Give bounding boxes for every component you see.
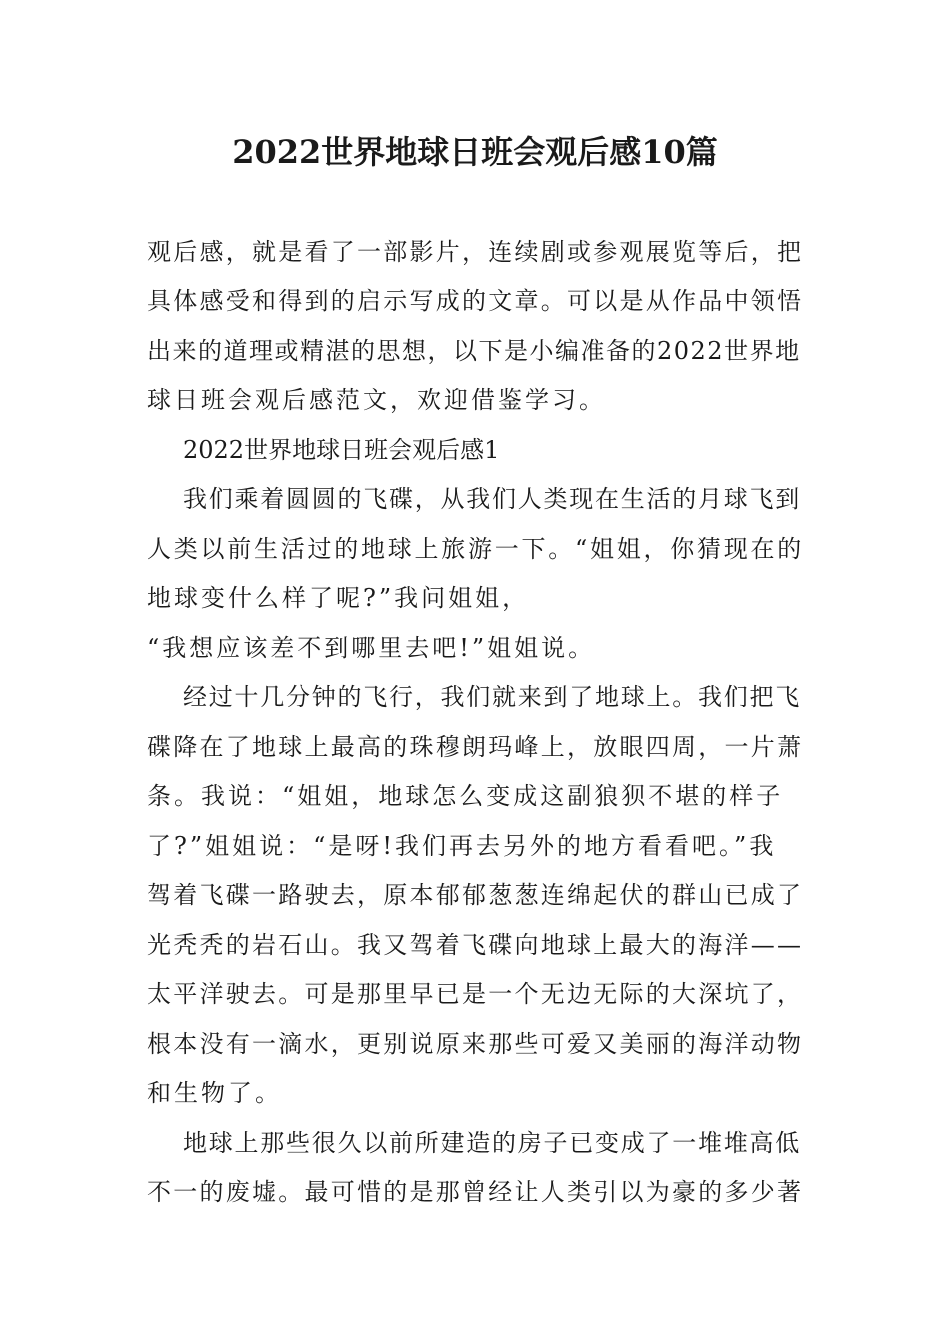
paragraph-line: 条。我说：“姐姐，地球怎么变成这副狼狈不堪的样子 [147, 782, 784, 810]
paragraph-line: 我们乘着圆圆的飞碟，从我们人类现在生活的月球飞到 [183, 485, 801, 513]
paragraph-line: 光秃秃的岩石山。我又驾着飞碟向地球上最大的海洋—— [147, 931, 804, 959]
paragraph-line: 太平洋驶去。可是那里早已是一个无边无际的大深坑了， [147, 980, 804, 1008]
paragraph-line: 驾着飞碟一路驶去，原本郁郁葱葱连绵起伏的群山已成了 [147, 881, 804, 909]
paragraph-line: 具体感受和得到的启示写成的文章。可以是从作品中领悟 [147, 287, 804, 315]
paragraph-line: 地球上那些很久以前所建造的房子已变成了一堆堆高低 [183, 1129, 801, 1157]
paragraph-line: 出来的道理或精湛的思想，以下是小编准备的2022世界地 [147, 337, 801, 365]
paragraph-line: 经过十几分钟的飞行，我们就来到了地球上。我们把飞 [183, 683, 801, 711]
paragraph-line: 碟降在了地球上最高的珠穆朗玛峰上，放眼四周，一片萧 [147, 733, 804, 761]
paragraph-line: 不一的废墟。最可惜的是那曾经让人类引以为豪的多少著 [147, 1178, 804, 1206]
section-heading: 2022世界地球日班会观后感1 [183, 436, 500, 464]
paragraph-line: 了?”姐姐说：“是呀!我们再去另外的地方看看吧。”我 [147, 832, 777, 860]
paragraph-line: 人类以前生活过的地球上旅游一下。“姐姐，你猜现在的 [147, 535, 805, 563]
paragraph-line: “我想应该差不到哪里去吧!”姐姐说。 [147, 634, 596, 662]
paragraph-line: 地球变什么样了呢?”我问姐姐， [147, 584, 530, 612]
paragraph-line: 和生物了。 [147, 1079, 282, 1107]
page-title: 2022世界地球日班会观后感10篇 [232, 133, 718, 171]
paragraph-line: 根本没有一滴水，更别说原来那些可爱又美丽的海洋动物 [147, 1030, 804, 1058]
paragraph-line: 观后感，就是看了一部影片，连续剧或参观展览等后，把 [147, 238, 804, 266]
paragraph-line: 球日班会观后感范文，欢迎借鉴学习。 [147, 386, 606, 414]
